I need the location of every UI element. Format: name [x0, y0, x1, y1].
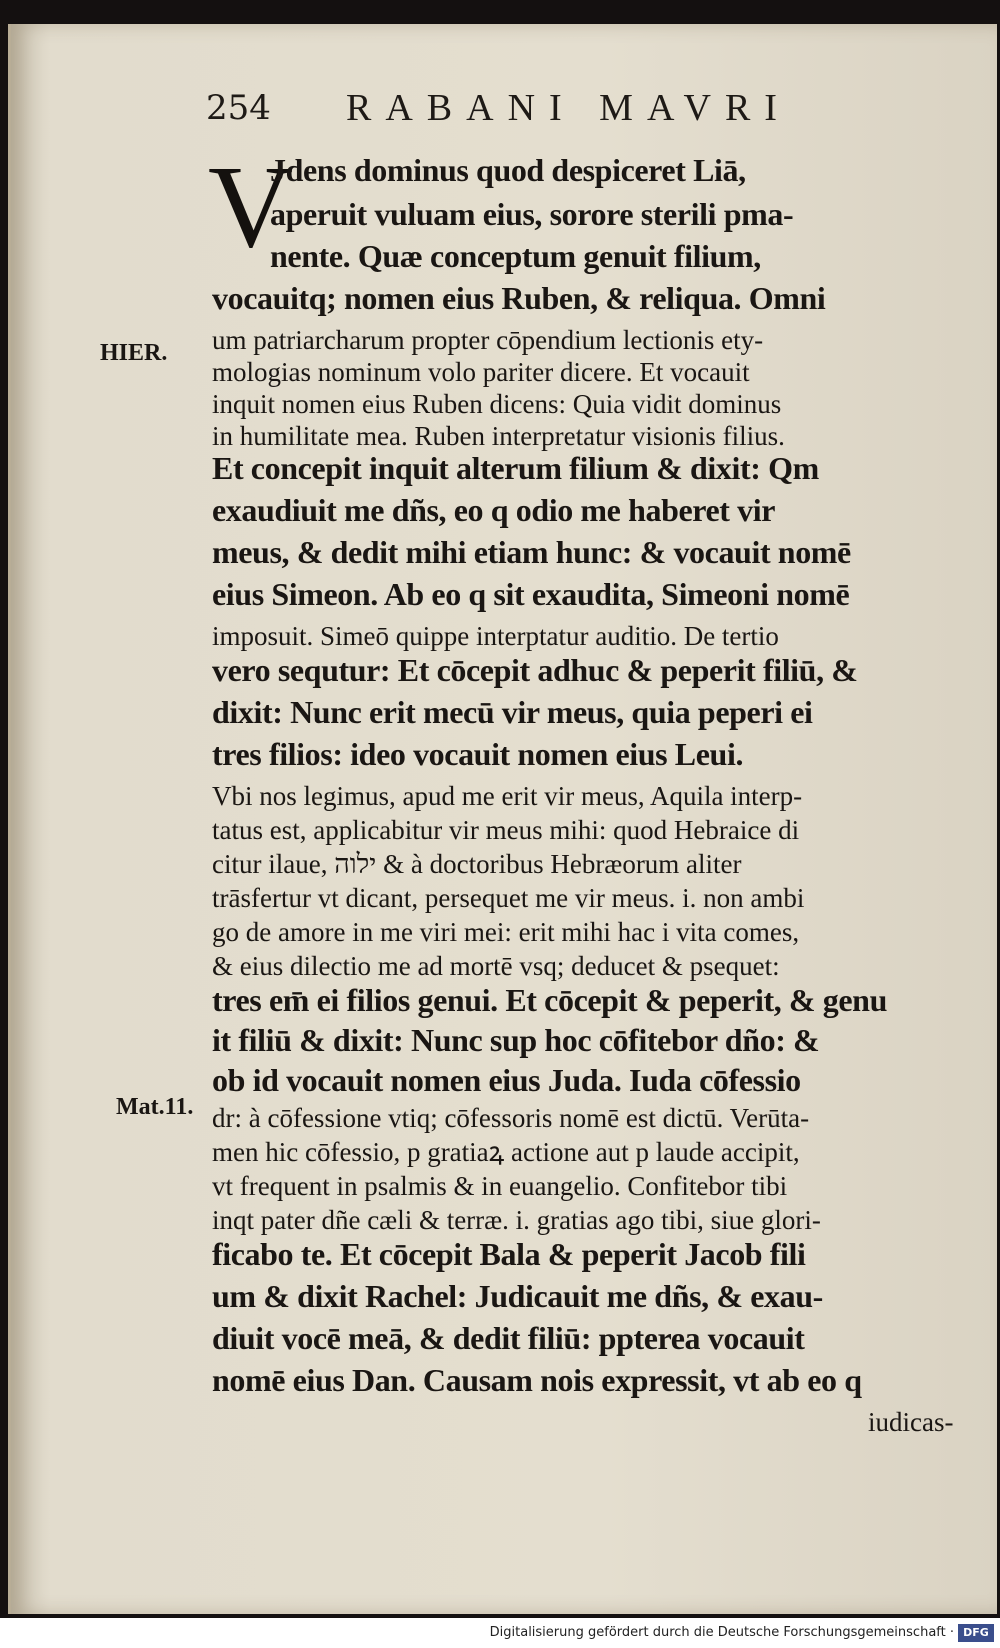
text-line: vero sequtur: Et cōcepit adhuc & peperit filiū, &	[212, 652, 858, 688]
text-line: vt frequent in psalmis & in euangelio. Confitebor tibi	[212, 1171, 788, 1201]
text-line: trāsfertur vt dicant, persequet me vir meus. i. non ambi	[212, 883, 805, 913]
text-line: eius Simeon. Ab eo q sit exaudita, Simeoni nomē	[212, 576, 850, 612]
text-line: meus, & dedit mihi etiam hunc: & vocauit nomē	[212, 534, 851, 570]
text-line: & eius dilectio me ad mortē vsq; deducet & psequet:	[212, 951, 780, 981]
dfg-logo-icon: DFG	[958, 1624, 994, 1642]
marginal-note-mat: Mat.11.	[116, 1094, 194, 1120]
text-line: citur ilaue, ילוה & à doctoribus Hebræorum aliter	[212, 849, 742, 879]
digitization-footer	[0, 1618, 1000, 1648]
text-line: tres em̄ ei filios genui. Et cōcepit & peperit, & genu	[212, 982, 887, 1018]
text-line: um patriarcharum propter cōpendium lectionis ety-	[212, 325, 764, 355]
text-line: exaudiuit me dñs, eo q odio me haberet vir	[212, 492, 776, 528]
text-line: it filiū & dixit: Nunc sup hoc cōfitebor dño: &	[212, 1022, 820, 1058]
text-line: vocauitq; nomen eius Ruben, & reliqua. Omni	[212, 280, 826, 316]
text-line: Vbi nos legimus, apud me erit vir meus, Aquila interp-	[212, 781, 803, 811]
drop-cap-initial: V	[208, 141, 294, 272]
text-line: aperuit vuluam eius, sorore sterili pma-	[270, 196, 794, 232]
text-line: ficabo te. Et cōcepit Bala & peperit Jacob fili	[212, 1236, 806, 1272]
text-line: go de amore in me viri mei: erit mihi hac i vita comes,	[212, 917, 800, 947]
running-title: RABANI MAVRI	[346, 87, 791, 129]
text-line: tatus est, applicabitur vir meus mihi: quod Hebraice di	[212, 815, 800, 845]
page-number: 254	[206, 88, 271, 128]
text-line: dixit: Nunc erit mecū vir meus, quia peperi ei	[212, 694, 813, 730]
text-line: diuit vocē meā, & dedit filiū: ppterea vocauit	[212, 1320, 805, 1356]
text-line: ob id vocauit nomen eius Juda. Iuda cōfessio	[212, 1062, 801, 1098]
page-header	[206, 86, 946, 136]
text-line: nente. Quæ conceptum genuit filium,	[270, 238, 761, 274]
text-line: tres filios: ideo vocauit nomen eius Leui.	[212, 736, 744, 772]
text-line: imposuit. Simeō quippe interptatur auditio. De tertio	[212, 621, 779, 651]
text-line: dr: à cōfessione vtiq; cōfessoris nomē est dictū. Verūta-	[212, 1103, 810, 1133]
text-line: nomē eius Dan. Causam nois expressit, vt ab eo q	[212, 1362, 862, 1398]
text-line: um & dixit Rachel: Judicauit me dñs, & exau-	[212, 1278, 823, 1314]
text-line: inquit nomen eius Ruben dicens: Quia vidit dominus	[212, 389, 782, 419]
text-line: men hic cōfessio, p gratiaꝝ actione aut p laude accipit,	[212, 1137, 800, 1167]
text-line: mologias nominum volo pariter dicere. Et vocauit	[212, 357, 750, 387]
footer-credit: Digitalisierung gefördert durch die Deutsche Forschungsgemeinschaft ·	[489, 1625, 954, 1640]
text-line: Jdens dominus quod despiceret Liā,	[270, 152, 746, 188]
marginal-note-hier: HIER.	[100, 340, 168, 366]
text-line: iudicas-	[868, 1407, 954, 1437]
text-line: Et concepit inquit alterum filium & dixit: Qm	[212, 450, 819, 486]
text-line: inqt pater dñe cæli & terræ. i. gratias ago tibi, siue glori-	[212, 1205, 821, 1235]
text-line: in humilitate mea. Ruben interpretatur visionis filius.	[212, 421, 785, 451]
